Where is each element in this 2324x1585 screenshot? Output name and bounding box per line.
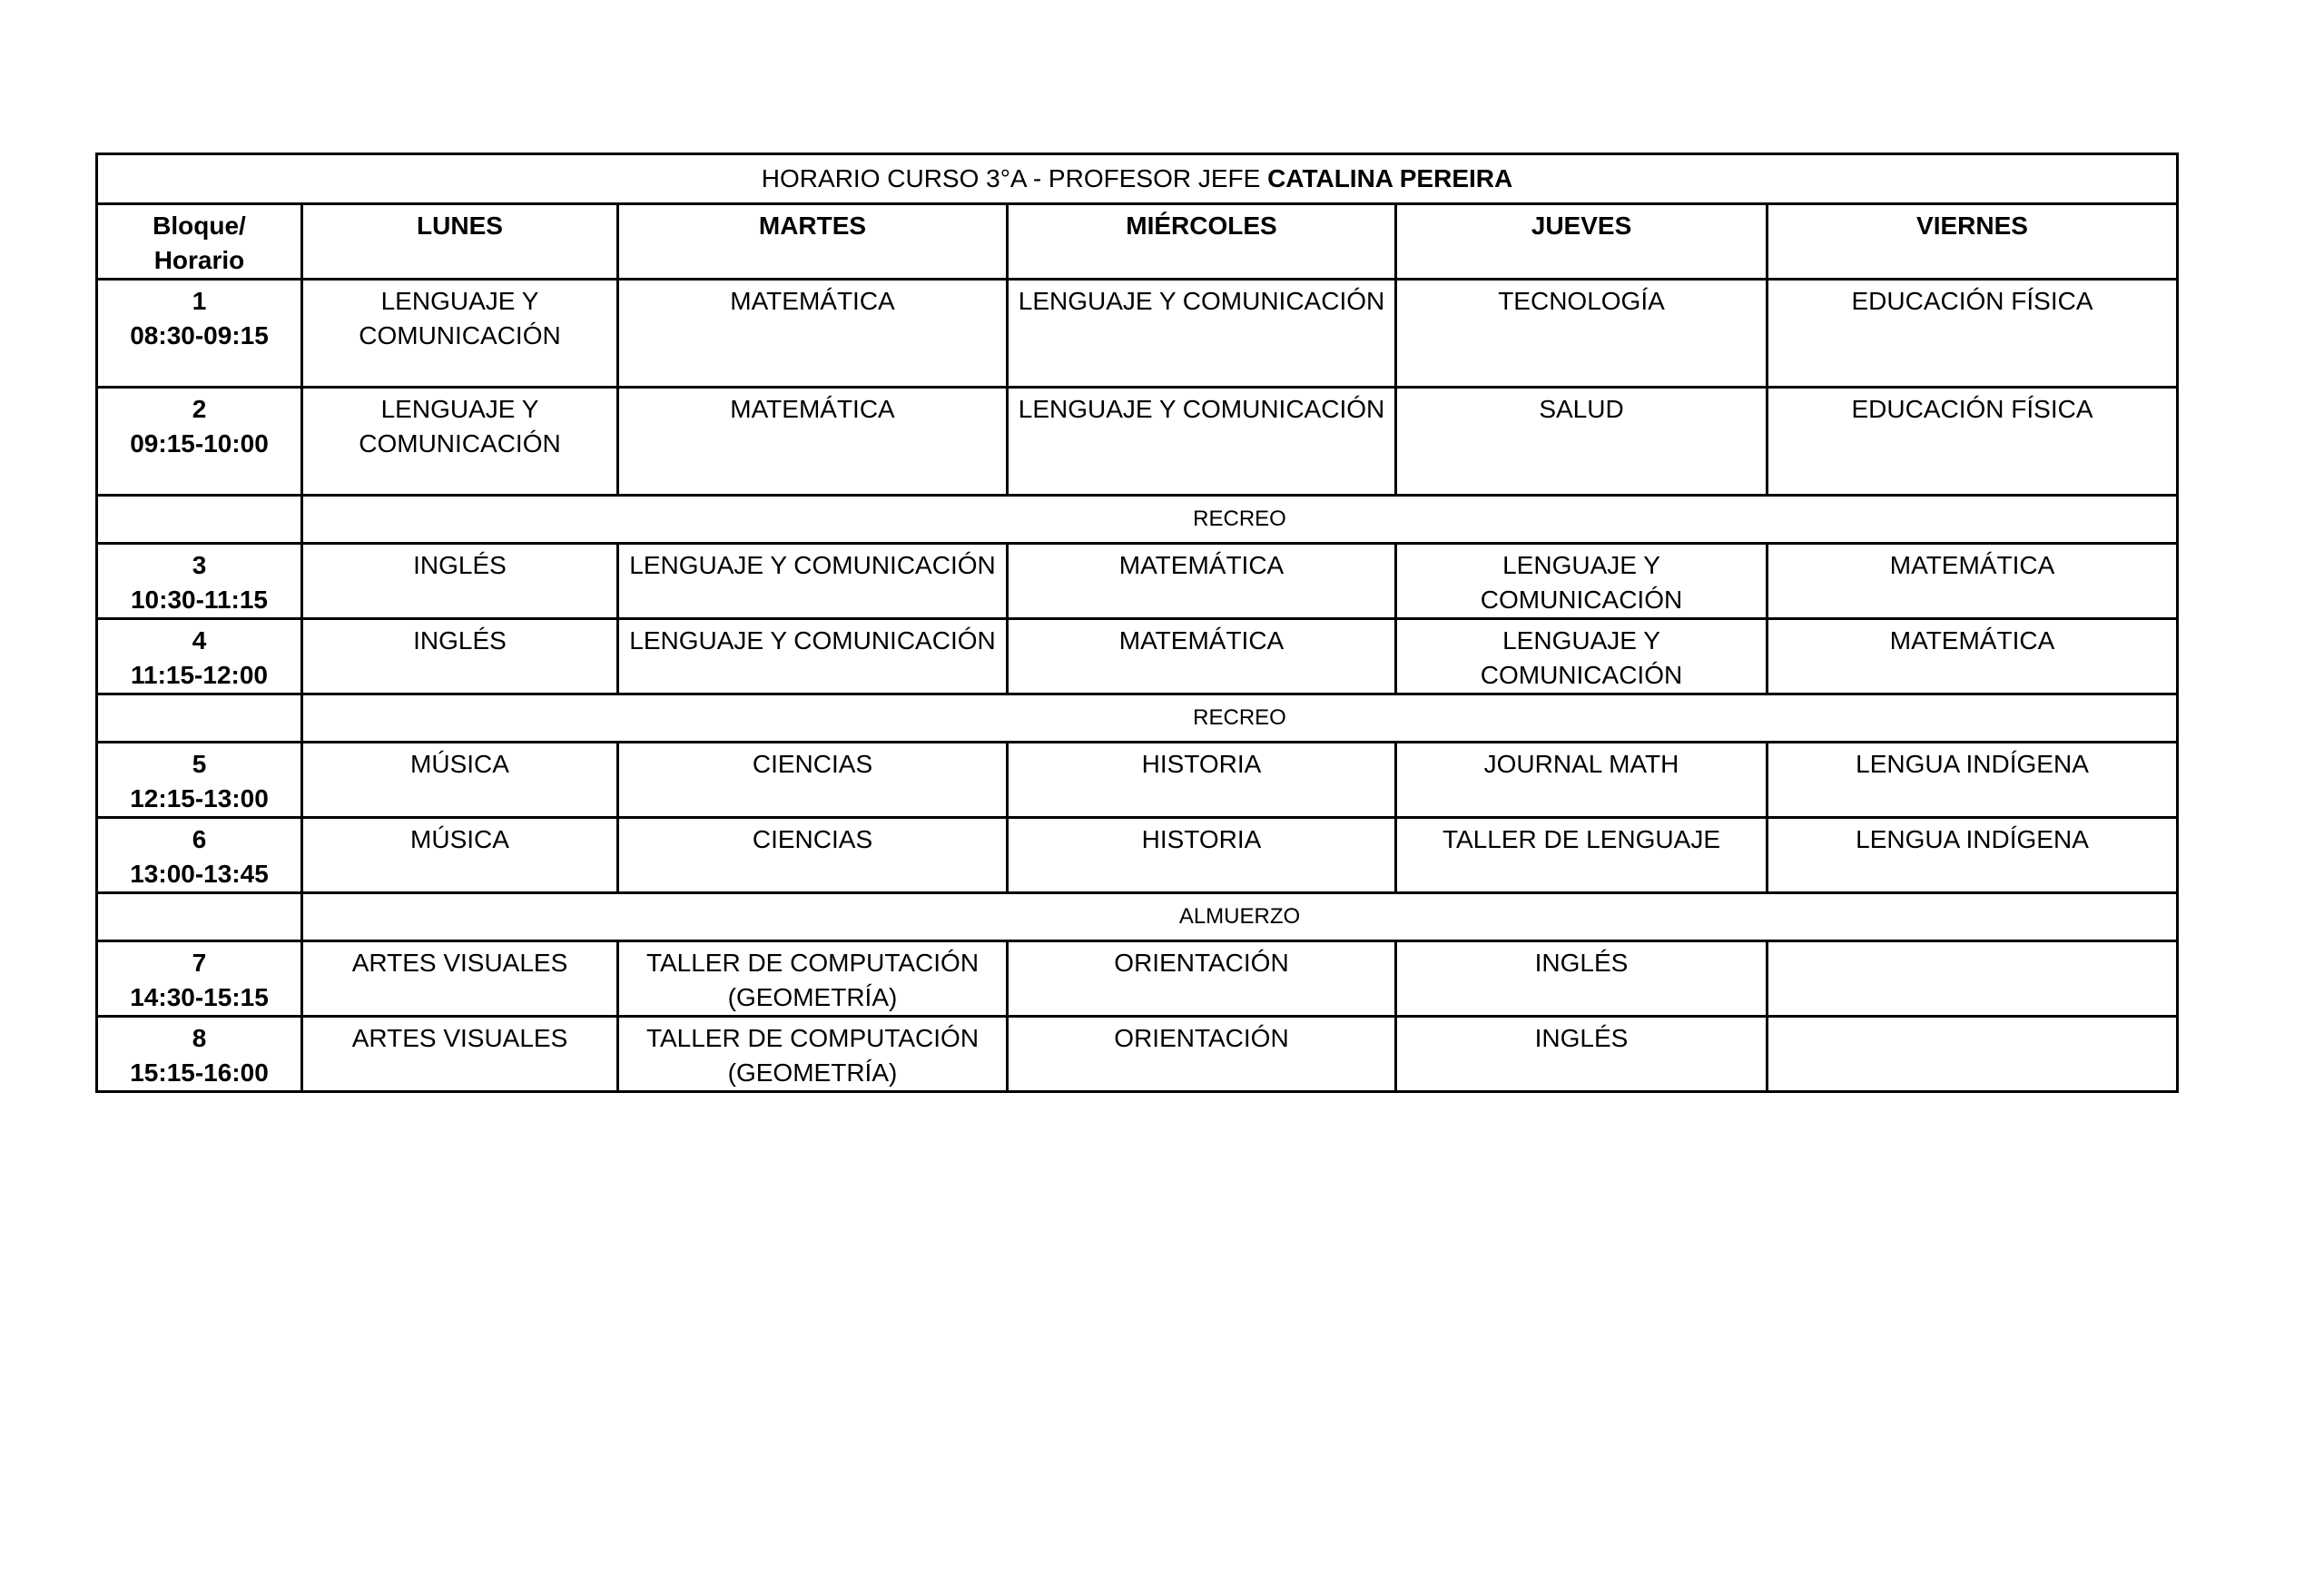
subject-cell: EDUCACIÓN FÍSICA	[1768, 388, 2178, 496]
title-row	[97, 154, 2178, 204]
subject-cell: TALLER DE COMPUTACIÓN (GEOMETRÍA)	[618, 941, 1008, 1017]
subject-cell: EDUCACIÓN FÍSICA	[1768, 280, 2178, 388]
break-empty-cell	[97, 496, 302, 544]
subject-cell: LENGUAJE Y COMUNICACIÓN	[618, 619, 1008, 694]
block-number: 5	[192, 750, 207, 778]
subject-cell: MATEMÁTICA	[1008, 544, 1396, 619]
block-time: 10:30-11:15	[130, 586, 268, 614]
block-number: 7	[192, 949, 207, 977]
break-label: RECREO	[302, 496, 2178, 544]
block-time-cell	[97, 280, 302, 388]
subject-cell: ARTES VISUALES	[302, 941, 618, 1017]
header-day-4: VIERNES	[1768, 204, 2178, 280]
subject-cell: HISTORIA	[1008, 818, 1396, 893]
subject-cell: MATEMÁTICA	[1768, 544, 2178, 619]
break-empty-cell	[97, 694, 302, 743]
subject-cell: JOURNAL MATH	[1396, 743, 1768, 818]
subject-cell: LENGUA INDÍGENA	[1768, 743, 2178, 818]
block-time: 11:15-12:00	[130, 661, 268, 689]
subject-cell: SALUD	[1396, 388, 1768, 496]
schedule-title	[97, 154, 2178, 204]
block-row	[97, 743, 2178, 818]
subject-cell: LENGUAJE Y COMUNICACIÓN	[1008, 388, 1396, 496]
subject-cell: ORIENTACIÓN	[1008, 1017, 1396, 1092]
break-label: ALMUERZO	[302, 893, 2178, 941]
block-time: 08:30-09:15	[130, 321, 269, 349]
block-number: 1	[192, 287, 207, 315]
header-day-1: MARTES	[618, 204, 1008, 280]
break-row	[97, 496, 2178, 544]
subject-cell: MÚSICA	[302, 818, 618, 893]
subject-cell: LENGUAJE Y COMUNICACIÓN	[1396, 619, 1768, 694]
block-time-cell	[97, 619, 302, 694]
block-time-cell	[97, 941, 302, 1017]
break-empty-cell	[97, 893, 302, 941]
header-row	[97, 204, 2178, 280]
block-number: 4	[192, 626, 207, 655]
subject-cell: LENGUAJE Y COMUNICACIÓN	[1008, 280, 1396, 388]
block-row	[97, 818, 2178, 893]
block-time-cell	[97, 388, 302, 496]
break-row	[97, 694, 2178, 743]
header-block-time: Bloque/ Horario	[97, 204, 302, 280]
subject-cell: ARTES VISUALES	[302, 1017, 618, 1092]
block-time: 12:15-13:00	[130, 784, 269, 812]
block-number: 2	[192, 395, 207, 423]
subject-cell	[1768, 941, 2178, 1017]
block-number: 6	[192, 825, 207, 853]
block-time: 09:15-10:00	[130, 429, 269, 458]
subject-cell: MATEMÁTICA	[1768, 619, 2178, 694]
block-row	[97, 941, 2178, 1017]
schedule-table	[95, 153, 2179, 1093]
subject-cell: LENGUAJE Y COMUNICACIÓN	[1396, 544, 1768, 619]
subject-cell: LENGUA INDÍGENA	[1768, 818, 2178, 893]
block-number: 8	[192, 1024, 207, 1052]
subject-cell: INGLÉS	[302, 619, 618, 694]
subject-cell: ORIENTACIÓN	[1008, 941, 1396, 1017]
block-row	[97, 280, 2178, 388]
block-time-cell	[97, 743, 302, 818]
subject-cell: CIENCIAS	[618, 743, 1008, 818]
block-row	[97, 619, 2178, 694]
subject-cell: INGLÉS	[1396, 1017, 1768, 1092]
block-time: 14:30-15:15	[130, 983, 269, 1011]
block-row	[97, 388, 2178, 496]
subject-cell: TALLER DE COMPUTACIÓN (GEOMETRÍA)	[618, 1017, 1008, 1092]
subject-cell: HISTORIA	[1008, 743, 1396, 818]
subject-cell: LENGUAJE Y COMUNICACIÓN	[302, 280, 618, 388]
teacher-name: CATALINA PEREIRA	[1267, 164, 1513, 192]
break-row	[97, 893, 2178, 941]
block-row	[97, 544, 2178, 619]
header-day-3: JUEVES	[1396, 204, 1768, 280]
subject-cell: INGLÉS	[1396, 941, 1768, 1017]
block-time-cell	[97, 818, 302, 893]
block-time-cell	[97, 1017, 302, 1092]
subject-cell: MATEMÁTICA	[618, 388, 1008, 496]
subject-cell: MÚSICA	[302, 743, 618, 818]
subject-cell: LENGUAJE Y COMUNICACIÓN	[302, 388, 618, 496]
block-number: 3	[192, 551, 207, 579]
subject-cell: TALLER DE LENGUAJE	[1396, 818, 1768, 893]
block-time-cell	[97, 544, 302, 619]
title-prefix: HORARIO CURSO 3°A - PROFESOR JEFE	[761, 164, 1268, 192]
header-day-2: MIÉRCOLES	[1008, 204, 1396, 280]
header-day-0: LUNES	[302, 204, 618, 280]
subject-cell: INGLÉS	[302, 544, 618, 619]
subject-cell: LENGUAJE Y COMUNICACIÓN	[618, 544, 1008, 619]
subject-cell: MATEMÁTICA	[1008, 619, 1396, 694]
block-time: 13:00-13:45	[130, 860, 269, 888]
subject-cell: MATEMÁTICA	[618, 280, 1008, 388]
block-time: 15:15-16:00	[130, 1058, 269, 1087]
block-row	[97, 1017, 2178, 1092]
subject-cell: TECNOLOGÍA	[1396, 280, 1768, 388]
subject-cell: CIENCIAS	[618, 818, 1008, 893]
break-label: RECREO	[302, 694, 2178, 743]
subject-cell	[1768, 1017, 2178, 1092]
